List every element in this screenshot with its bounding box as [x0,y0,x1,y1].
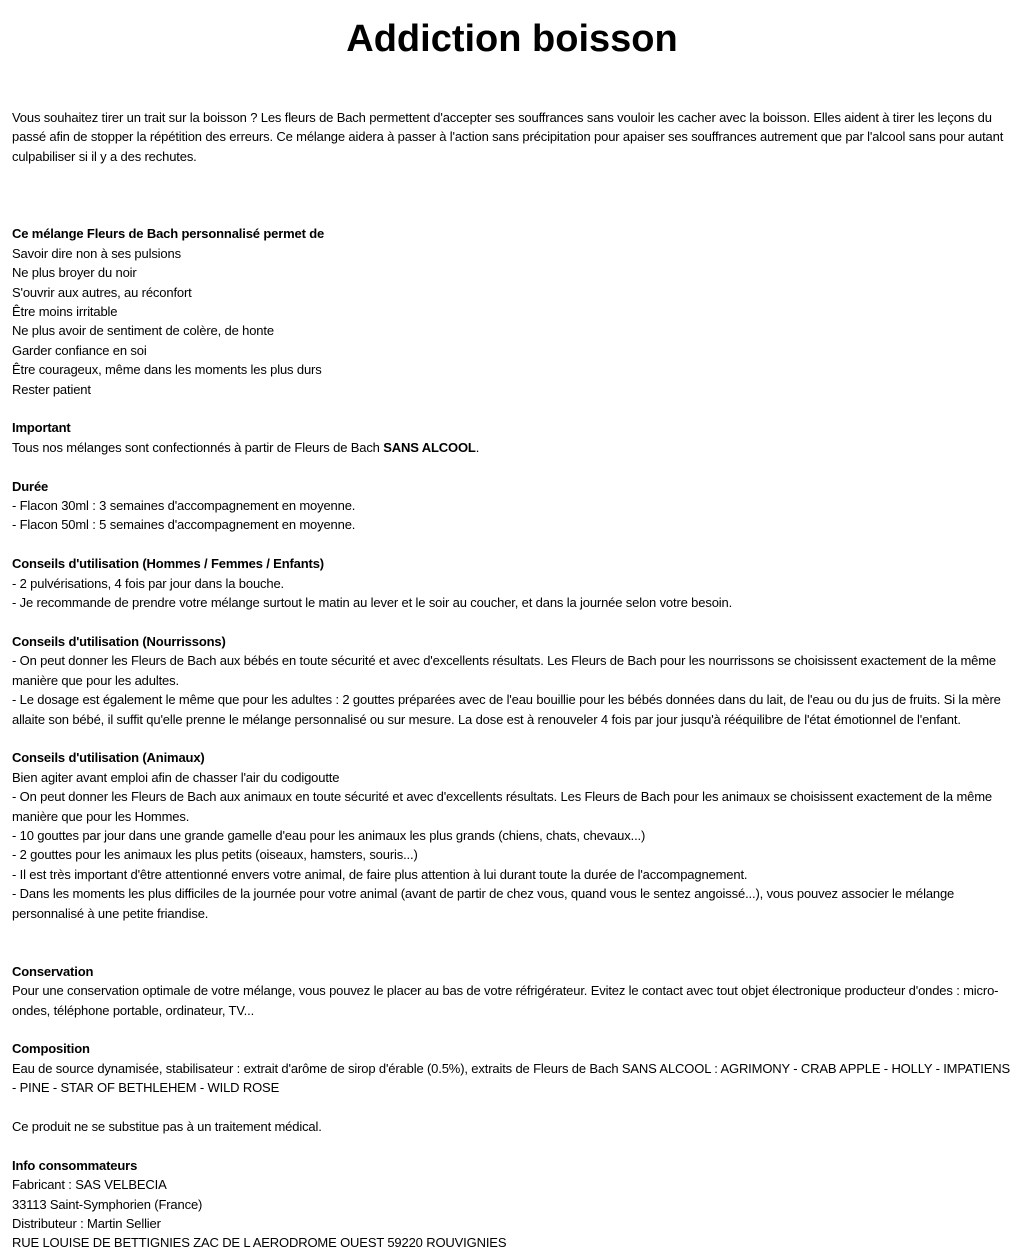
usage-infants-line: - On peut donner les Fleurs de Bach aux bébés en toute sécurité et avec d'excellents résultats. Les Fleurs de Bach pour les nourrissons se choisissent exactement de la même manière que pour les adultes. [12,653,996,688]
usage-animals-line: - Dans les moments les plus difficiles de la journée pour votre animal (avant de partir de chez vous, quand vous le sentez angoissé...), vous pouvez associer le mélange personnalisé à une petite friandise. [12,886,955,921]
benefit-item: Savoir dire non à ses pulsions [12,245,181,261]
benefit-item: Ne plus avoir de sentiment de colère, de honte [12,323,274,339]
usage-animals-line: - Il est très important d'être attentionné envers votre animal, de faire plus attention à lui durant toute la durée de l'accompagnement. [12,866,748,882]
composition-heading: Composition [12,1041,90,1057]
conservation-text: Pour une conservation optimale de votre mélange, vous pouvez le placer au bas de votre réfrigérateur. Evitez le contact avec tout objet électronique producteur d'ondes : micro-ondes, téléphone portable, ordinateur, TV... [12,983,999,1018]
usage-animals-line: Bien agiter avant emploi afin de chasser l'air du codigoutte [12,769,340,785]
usage-animals-section [12,748,1016,923]
duree-line: - Flacon 30ml : 3 semaines d'accompagnement en moyenne. [12,498,356,514]
benefit-item: Ne plus broyer du noir [12,265,137,281]
consumer-info-heading: Info consommateurs [12,1157,138,1173]
usage-infants-line: - Le dosage est également le même que pour les adultes : 2 gouttes préparées avec de l'eau bouillie pour les bébés données dans du lait, de l'eau ou du jus de fruits. Si la mère allaite son bébé, il suffit qu'elle prenne le mélange personnalisé ou sur mesure. La dose est à renouveler 4 fois par jour jusqu'à rééquilibre de l'état émotionnel de l'enfant. [12,692,1001,727]
usage-adults-line: - Je recommande de prendre votre mélange surtout le matin au lever et le soir au coucher, et dans la journée selon votre besoin. [12,595,733,611]
important-text-bold: SANS ALCOOL [383,439,476,455]
composition-text: Eau de source dynamisée, stabilisateur : extrait d'arôme de sirop d'érable (0.5%), extraits de Fleurs de Bach SANS ALCOOL : AGRIMONY - CRAB APPLE - HOLLY - IMPATIENS - PINE - STAR OF BETHLEHEM - WILD ROSE [12,1060,1011,1096]
usage-infants-heading: Conseils d'utilisation (Nourrissons) [12,633,226,649]
benefit-item: Garder confiance en soi [12,342,147,358]
duree-section [12,477,1016,535]
usage-animals-line: - On peut donner les Fleurs de Bach aux animaux en toute sécurité et avec d'excellents résultats. Les Fleurs de Bach pour les animaux se choisissent exactement de la même manière que pour les Hommes. [12,789,992,824]
important-text-before: Tous nos mélanges sont confectionnés à partir de Fleurs de Bach [12,439,384,455]
usage-animals-heading: Conseils d'utilisation (Animaux) [12,750,205,766]
benefit-item: S'ouvrir aux autres, au réconfort [12,284,192,300]
consumer-info-line: Fabricant : SAS VELBECIA [12,1177,167,1193]
usage-infants-section [12,632,1016,729]
important-section [12,418,1016,457]
duree-line: - Flacon 50ml : 5 semaines d'accompagnement en moyenne. [12,517,356,533]
conservation-section [12,962,1016,1020]
usage-adults-section [12,554,1016,612]
usage-adults-line: - 2 pulvérisations, 4 fois par jour dans la bouche. [12,575,285,591]
usage-animals-line: - 10 gouttes par jour dans une grande gamelle d'eau pour les animaux les plus grands (chiens, chats, chevaux...) [12,827,646,843]
conservation-heading: Conservation [12,963,94,979]
document-body [12,108,1016,1253]
duree-heading: Durée [12,478,49,494]
medical-disclaimer: Ce produit ne se substitue pas à un traitement médical. [12,1118,322,1134]
page-title: Addiction boisson [346,18,678,60]
consumer-info-line: Distributeur : Martin Sellier [12,1215,161,1231]
benefits-section [12,224,1016,399]
important-heading: Important [12,420,71,436]
benefits-heading: Ce mélange Fleurs de Bach personnalisé permet de [12,226,325,242]
usage-adults-heading: Conseils d'utilisation (Hommes / Femmes / Enfants) [12,556,324,572]
important-text [12,438,1016,457]
important-text-after: . [475,439,480,455]
benefit-item: Être moins irritable [12,304,118,320]
intro-paragraph: Vous souhaitez tirer un trait sur la boisson ? Les fleurs de Bach permettent d'accepter ses souffrances sans vouloir les cacher avec la boisson. Elles aident à tirer les leçons du passé afin de stopper la répétition des erreurs. Ce mélange aidera à passer à l'action sans précipitation pour apaiser ses souffrances autrement que par l'alcool sans pour autant culpabiliser si il y a des rechutes. [12,110,1004,164]
usage-animals-line: - 2 gouttes pour les animaux les plus petits (oiseaux, hamsters, souris...) [12,847,418,863]
benefit-item: Rester patient [12,381,91,397]
consumer-info-line: 33113 Saint-Symphorien (France) [12,1196,203,1212]
consumer-info-line: RUE LOUISE DE BETTIGNIES ZAC DE L AERODROME OUEST 59220 ROUVIGNIES [12,1235,507,1251]
benefit-item: Être courageux, même dans les moments les plus durs [12,362,322,378]
composition-section [12,1039,1016,1097]
consumer-info-section [12,1156,1016,1253]
